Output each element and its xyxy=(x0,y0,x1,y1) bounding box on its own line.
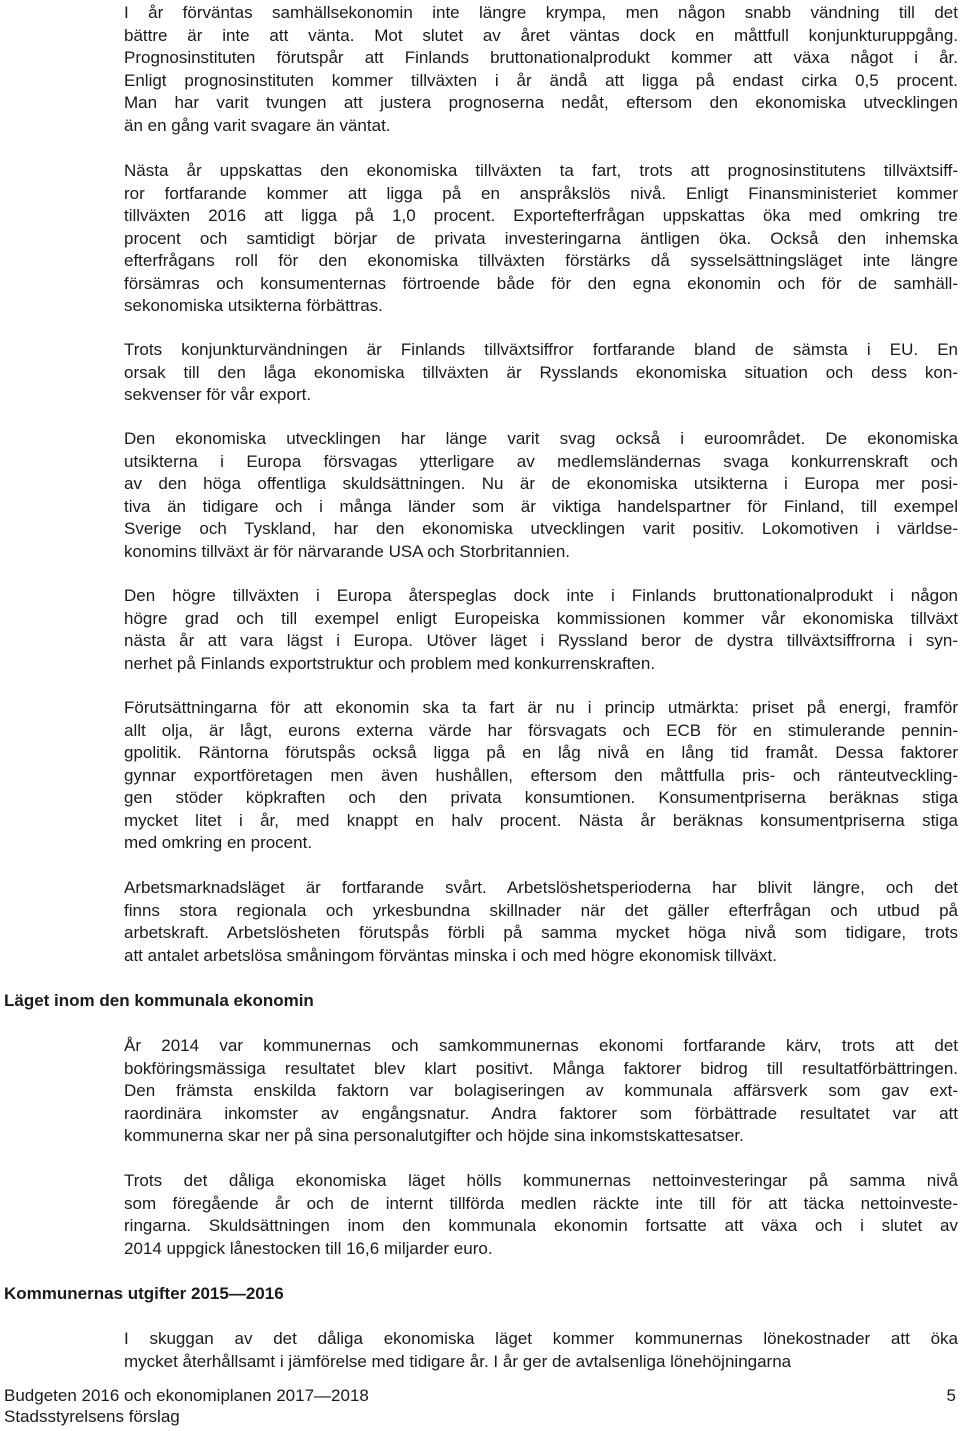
text-line: 2014 uppgick lånestocken till 16,6 miljarder euro. xyxy=(124,1238,493,1258)
paragraph-wage-costs xyxy=(124,1328,958,1373)
footer-document-title xyxy=(4,1385,369,1427)
footer-line-proposal: Stadsstyrelsens förslag xyxy=(4,1407,180,1426)
heading-municipal-economy: Läget inom den kommunala ekonomin xyxy=(4,991,314,1010)
paragraph-2014-municipal xyxy=(124,1035,958,1148)
text-line: försämras och konsumenternas förtroende både för den egna ekonomin och för de samhäll- xyxy=(124,273,958,293)
text-line: högre grad och till exempel enligt Europeiska kommissionen kommer vår ekonomiska tillväxt xyxy=(124,608,958,628)
text-line: som föregående år och de internt tillförda medlen räckte inte till för att täcka nettoinveste- xyxy=(124,1193,958,1213)
heading-municipal-expenses: Kommunernas utgifter 2015—2016 xyxy=(4,1284,284,1303)
text-line: bokföringsmässiga resultatet blev klart positivt. Många faktorer bidrog till resultatförbättringen. xyxy=(124,1058,958,1078)
text-line: gen stöder köpkraften och den privata konsumtionen. Konsumentpriserna beräknas stiga xyxy=(124,788,958,807)
text-line: Den högre tillväxten i Europa återspeglas dock inte i Finlands bruttonationalprodukt i någon xyxy=(124,586,958,605)
text-line: Trots konjunkturvändningen är Finlands tillväxtsiffror fortfarande bland de sämsta i EU. En xyxy=(124,340,958,359)
text-line: ringarna. Skuldsättningen inom den kommunala ekonomin fortsatte att växa och i slutet av xyxy=(124,1216,958,1235)
text-line: arbetskraft. Arbetslösheten förutspås förbli på samma mycket höga nivå som tidigare, trots xyxy=(124,923,958,942)
text-line: att antalet arbetslösa småningom förväntas minska i och med högre ekonomisk tillväxt. xyxy=(124,945,777,965)
text-line: År 2014 var kommunernas och samkommunernas ekonomi fortfarande kärv, trots att det xyxy=(124,1036,958,1055)
paragraph-europe-growth xyxy=(124,585,958,675)
paragraph-eu-comparison xyxy=(124,339,958,407)
footer-line-budget: Budgeten 2016 och ekonomiplanen 2017—2018 xyxy=(4,1386,369,1405)
text-line: Arbetsmarknadsläget är fortfarande svårt. Arbetslöshetsperioderna har blivit längre, och det xyxy=(124,878,958,897)
text-line: mycket litet i år, med knappt en halv procent. Nästa år beräknas konsumentpriserna stiga xyxy=(124,810,958,830)
text-line: finns stora regionala och yrkesbundna skillnader när det gäller efterfrågan och utbud på xyxy=(124,900,958,920)
text-line: mycket återhållsamt i jämförelse med tidigare år. I år ger de avtalsenliga lönehöjningarna xyxy=(124,1351,792,1371)
text-line: än en gång varit svagare än väntat. xyxy=(124,115,391,135)
text-line: Man har varit tvungen att justera prognoserna nedåt, eftersom den ekonomiska utvecklingen xyxy=(124,93,958,112)
text-line: nerhet på Finlands exportstruktur och problem med konkurrenskraften. xyxy=(124,653,656,673)
text-line: Förutsättningarna för att ekonomin ska ta fart är nu i princip utmärkta: priset på energi, framför xyxy=(124,698,958,717)
text-line: bättre är inte att vänta. Mot slutet av året väntas dock en måttfull konjunkturuppgång. xyxy=(124,25,958,45)
text-line: sekonomiska utsikterna förbättras. xyxy=(124,296,383,315)
text-line: gpolitik. Räntorna förutspås också ligga på en låg nivå en lång tid framåt. Dessa faktorer xyxy=(124,743,958,762)
paragraph-economy-outlook xyxy=(124,2,958,137)
text-line: med omkring en procent. xyxy=(124,833,313,852)
paragraph-investments xyxy=(124,1170,958,1260)
text-line: orsak till den låga ekonomiska tillväxten är Rysslands ekonomiska situation och dess kon- xyxy=(124,362,958,382)
text-line: Sverige och Tyskland, har den ekonomiska utvecklingen varit positiv. Lokomotiven i världse- xyxy=(124,519,958,538)
text-line: av den höga offentliga skuldsättningen. Nu är de ekonomiska utsikterna i Europa mer posi- xyxy=(124,474,958,493)
text-line: allt olja, är lågt, eurons externa värde har försvagats och ECB för en stimulerande pennin- xyxy=(124,720,958,740)
text-line: gynnar exportföretagen men även hushållen, eftersom den måttfulla pris- och ränteutveckling- xyxy=(124,765,958,785)
text-line: I skuggan av det dåliga ekonomiska läget kommer kommunernas lönekostnader att öka xyxy=(124,1329,958,1348)
text-line: I år förväntas samhällsekonomin inte längre krympa, men någon snabb vändning till det xyxy=(124,3,958,22)
text-line: Den ekonomiska utvecklingen har länge varit svag också i euroområdet. De ekonomiska xyxy=(124,429,958,448)
text-line: tillväxten 2016 att ligga på 1,0 procent. Exportefterfrågan uppskattas öka med omkring tre xyxy=(124,206,958,225)
text-line: tiva än tidigare och i många länder som är viktiga handelspartner för Finland, till exempel xyxy=(124,496,958,516)
text-line: utsikterna i Europa försvagas ytterligare av medlemsländernas svaga konkurrenskraft och xyxy=(124,451,958,471)
text-line: sekvenser för vår export. xyxy=(124,385,312,404)
paragraph-labour-market xyxy=(124,877,958,967)
text-line: Den främsta enskilda faktorn var bolagiseringen av kommunala affärsverk som gav ext- xyxy=(124,1081,958,1100)
text-line: procent och samtidigt börjar de privata investeringarna äntligen öka. Också den inhemska xyxy=(124,228,958,248)
text-line: konomins tillväxt är för närvarande USA och Storbritannien. xyxy=(124,541,571,561)
paragraph-preconditions xyxy=(124,697,958,855)
paragraph-next-year-growth xyxy=(124,160,958,318)
page-number: 5 xyxy=(946,1386,956,1405)
text-line: Enligt prognosinstituten kommer tillväxten i år ändå att ligga på endast cirka 0,5 procent. xyxy=(124,70,958,90)
paragraph-euro-area xyxy=(124,428,958,563)
text-line: ror fortfarande kommer att ligga på en anspråkslös nivå. Enligt Finansministeriet kommer xyxy=(124,183,958,203)
text-line: Trots det dåliga ekonomiska läget hölls kommunernas nettoinvesteringar på samma nivå xyxy=(124,1171,958,1190)
text-line: Prognosinstituten förutspår att Finlands bruttonationalprodukt kommer att växa något i år. xyxy=(124,48,958,67)
text-line: nästa år att vara lägst i Europa. Utöver läget i Ryssland beror de dystra tillväxtsiffrorna i syn- xyxy=(124,631,958,650)
text-line: Nästa år uppskattas den ekonomiska tillväxten ta fart, trots att prognosinstitutens tillväxtsiff- xyxy=(124,161,958,180)
text-line: kommunerna skar ner på sina personalutgifter och höjde sina inkomstskattesatser. xyxy=(124,1126,744,1145)
text-line: raordinära inkomster av engångsnatur. Andra faktorer som förbättrade resultatet var att xyxy=(124,1103,958,1123)
text-line: efterfrågans roll för den ekonomiska tillväxten förstärks då sysselsättningsläget inte längre xyxy=(124,251,958,270)
